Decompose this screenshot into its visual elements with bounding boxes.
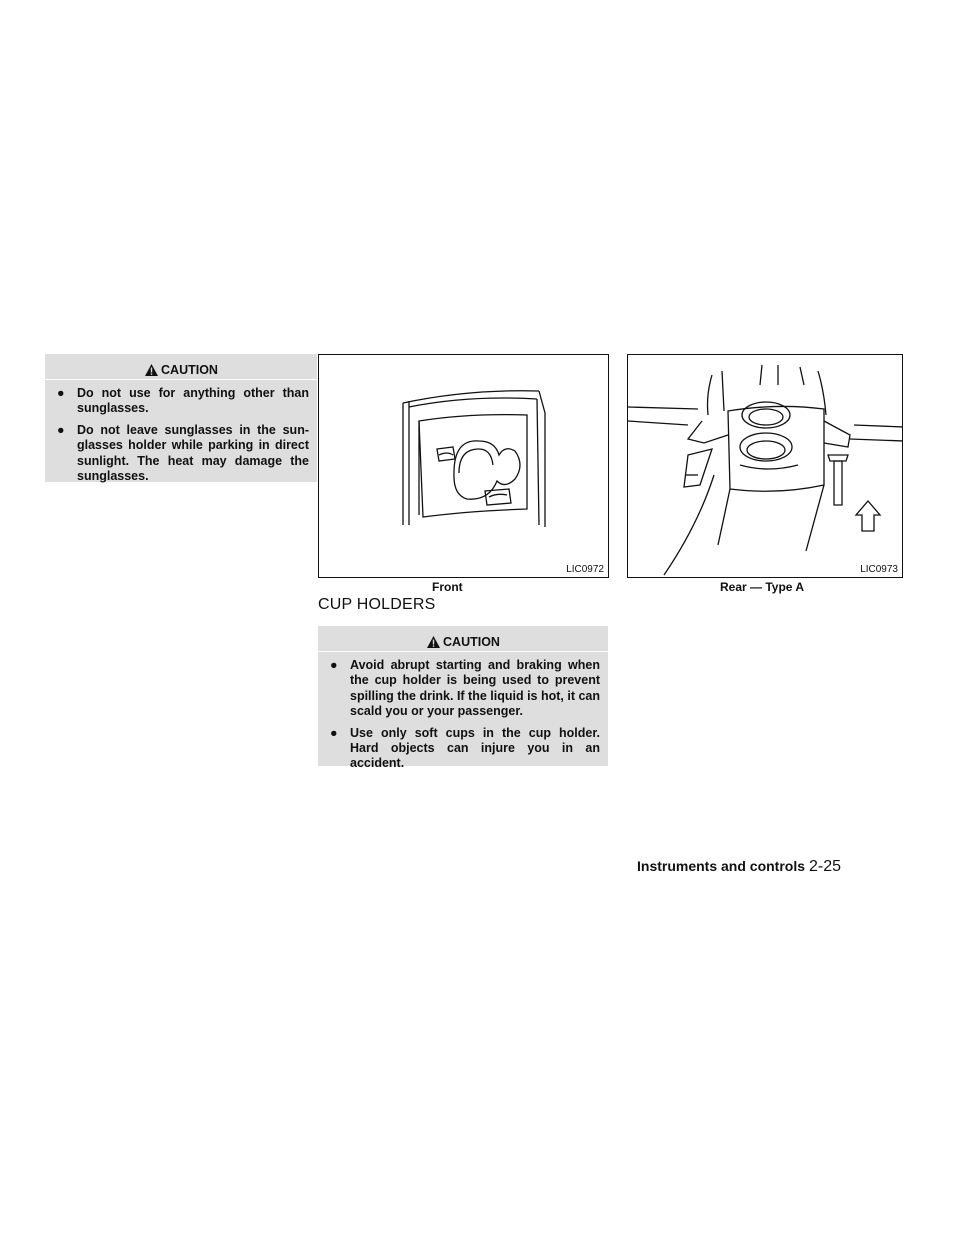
caution-item: ● Do not use for anything other than sunglasses. <box>57 386 309 416</box>
bullet-icon: ● <box>330 725 338 740</box>
figure-code: LIC0972 <box>566 564 604 575</box>
caution-item: ● Use only soft cups in the cup holder. Hard objects can injure you in an accident. <box>330 725 600 771</box>
front-cup-holder-illustration <box>319 355 609 578</box>
warning-triangle-icon <box>144 363 159 377</box>
figure-rear-cup-holder <box>627 354 903 578</box>
page-number: 2-25 <box>809 858 842 875</box>
warning-triangle-icon <box>426 635 441 649</box>
caution-item: ● Do not leave sunglasses in the sun-glasses holder while parking in direct sunlight. The heat may damage the sunglasses. <box>57 422 309 484</box>
figure-caption-front: Front <box>432 580 463 594</box>
caution-box-cup-holders <box>318 626 608 771</box>
bullet-icon: ● <box>330 658 338 672</box>
caution-item: ● Avoid abrupt starting and braking when the cup holder is being used to prevent spilling the drink. If the liquid is hot, it can scald you or your passenger. <box>330 658 601 719</box>
bullet-icon: ● <box>57 386 65 400</box>
page-footer <box>637 858 841 876</box>
caution-box-sunglasses <box>45 354 317 482</box>
figure-caption-rear: Rear — Type A <box>720 580 805 594</box>
caution-heading: CAUTION <box>45 360 317 380</box>
chapter-name: Instruments and controls <box>637 858 806 874</box>
figure-code: LIC0973 <box>860 564 898 575</box>
bullet-icon: ● <box>57 422 65 437</box>
section-title: CUP HOLDERS <box>318 596 436 613</box>
rear-cup-holder-illustration <box>628 355 903 578</box>
caution-heading: CAUTION <box>318 632 608 652</box>
figure-front-cup-holder <box>318 354 609 578</box>
